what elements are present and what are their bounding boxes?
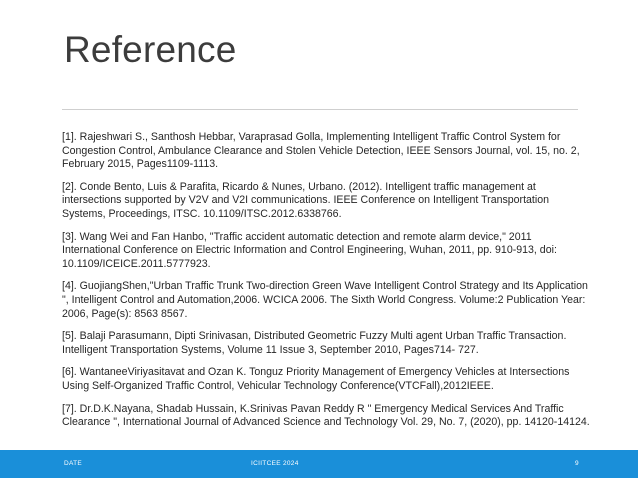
slide-title: Reference: [64, 29, 237, 70]
footer-page-number: 9: [575, 460, 579, 467]
reference-item-5: [5]. Balaji Parasumann, Dipti Srinivasan, Distributed Geometric Fuzzy Multi agent Urban Traffic Transaction. Intelligent Transportation Systems, Volume 11 Issue 3, September 2010, Pages714- 727.: [62, 330, 567, 356]
footer-date: DATE: [64, 460, 83, 467]
reference-item-4: [4]. GuojiangShen,"Urban Traffic Trunk Two-direction Green Wave Intelligent Control Strategy and Its Application ", Intelligent Control and Automation,2006. WCICA 2006. The Sixth World Congress. Volume:2 Publication Year: 2006, Page(s): 8563 8567.: [62, 280, 588, 320]
reference-item-2: [2]. Conde Bento, Luis & Parafita, Ricardo & Nunes, Urbano. (2012). Intelligent traffic management at intersections supported by V2V and V2I communications. IEEE Conference on Intelligent Transportation Systems, Proceedings, ITSC. 10.1109/ITSC.2012.6338766.: [62, 180, 550, 220]
footer-conference: ICIITCEE 2024: [251, 460, 299, 467]
footer-bar: [0, 450, 638, 478]
reference-item-3: [3]. Wang Wei and Fan Hanbo, "Traffic accident automatic detection and remote alarm device," 2011 International Conference on Electric Information and Control Engineering, Wuhan, 2011, pp. 910-913, doi: 10.1109/ICEICE.2011.5777923.: [62, 230, 557, 270]
reference-item-6: [6]. WantaneeViriyasitavat and Ozan K. Tonguz Priority Management of Emergency Vehicles at Intersections Using Self-Organized Traffic Control, Vehicular Technology Conference(VTCFall),2012IEEE.: [62, 366, 570, 392]
reference-list: [62, 131, 592, 439]
reference-item-7: [7]. Dr.D.K.Nayana, Shadab Hussain, K.Srinivas Pavan Reddy R " Emergency Medical Services And Traffic Clearance ", International Journal of Advanced Science and Technology Vol. 29, No. 7, (2020), pp. 14120-14124.: [62, 402, 590, 429]
reference-item-1: [1]. Rajeshwari S., Santhosh Hebbar, Varaprasad Golla, Implementing Intelligent Traffic Control System for Congestion Control, Ambulance Clearance and Stolen Vehicle Detection, IEEE Sensors Journal, vol. 15, no. 2, February 2015, Pages1109-1113.: [62, 131, 580, 171]
title-divider: [62, 109, 578, 110]
